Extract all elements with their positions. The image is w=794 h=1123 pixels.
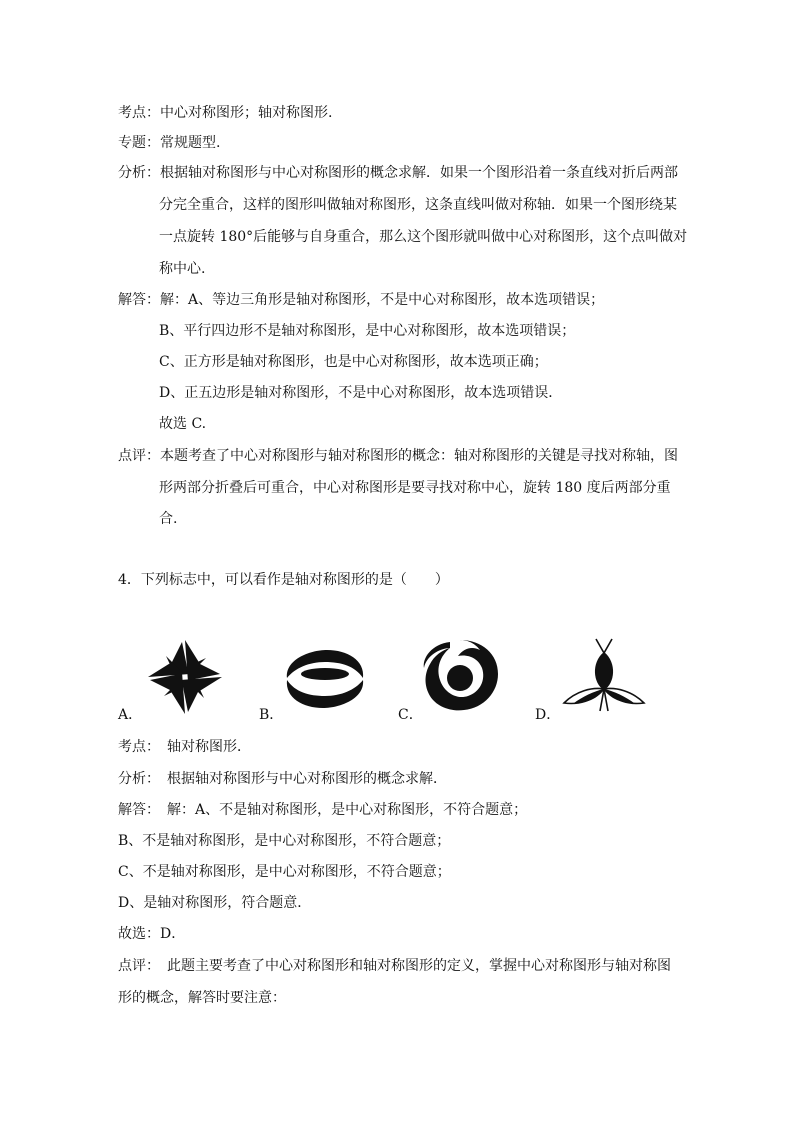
prev-fenxi-line-3: 一点旋转 180°后能够与自身重合，那么这个图形就叫做中心对称图形，这个点叫做对	[159, 229, 688, 245]
option-c-label: C．	[398, 707, 423, 723]
prev-kaodian: 考点：中心对称图形；轴对称图形.	[118, 105, 333, 121]
q4-dianping-line-1: 点评： 此题主要考查了中心对称图形和轴对称图形的定义，掌握中心对称图形与轴对称图	[118, 958, 671, 974]
prev-jieda-line-2: B、平行四边形不是轴对称图形，是中心对称图形，故本选项错误；	[159, 323, 576, 339]
q4-jieda-line-3: C、不是轴对称图形，是中心对称图形，不符合题意；	[118, 864, 451, 880]
logo-c-swirl-icon	[420, 638, 500, 714]
option-d-label: D．	[535, 707, 561, 723]
logo-d-trefoil-icon	[558, 633, 650, 717]
prev-jieda-line-1: 解答：解：A、等边三角形是轴对称图形，不是中心对称图形，故本选项错误；	[118, 292, 605, 308]
q4-jieda-line-1: 解答： 解：A、不是轴对称图形，是中心对称图形，不符合题意；	[118, 802, 528, 818]
prev-fenxi-line-1: 分析：根据轴对称图形与中心对称图形的概念求解．如果一个图形沿着一条直线对折后两部	[118, 165, 678, 181]
q4-jieda-line-4: D、是轴对称图形，符合题意．	[118, 895, 312, 911]
prev-fenxi-line-2: 分完全重合，这样的图形叫做轴对称图形，这条直线叫做对称轴．如果一个图形绕某	[159, 197, 677, 213]
prev-jieda-line-4: D、正五边形是轴对称图形，不是中心对称图形，故本选项错误．	[159, 385, 563, 401]
q4-jieda-line-2: B、不是轴对称图形，是中心对称图形，不符合题意；	[118, 833, 451, 849]
q4-dianping-line-2: 形的概念，解答时要注意：	[118, 990, 286, 1006]
q4-fenxi: 分析： 根据轴对称图形与中心对称图形的概念求解．	[118, 771, 447, 787]
logo-b-arcs-icon	[283, 648, 367, 710]
prev-zhuanti: 专题：常规题型.	[118, 135, 221, 151]
prev-jieda-line-5: 故选 C.	[159, 416, 207, 432]
q4-kaodian: 考点： 轴对称图形．	[118, 739, 251, 755]
option-b-label: B．	[259, 707, 284, 723]
prev-jieda-line-3: C、正方形是轴对称图形，也是中心对称图形，故本选项正确；	[159, 354, 548, 370]
q4-jieda-answer: 故选：D．	[118, 926, 186, 942]
prev-dianping-line-3: 合.	[159, 511, 178, 527]
prev-dianping-line-1: 点评：本题考查了中心对称图形与轴对称图形的概念：轴对称图形的关键是寻找对称轴，图	[118, 448, 678, 464]
logo-a-star-pinwheel-icon	[142, 634, 228, 720]
prev-fenxi-line-4: 称中心.	[159, 261, 206, 277]
question-4-text: 4．下列标志中，可以看作是轴对称图形的是（ ）	[118, 572, 449, 588]
prev-dianping-line-2: 形两部分折叠后可重合，中心对称图形是要寻找对称中心，旋转 180 度后两部分重	[159, 480, 671, 496]
option-a-label: A．	[118, 707, 143, 723]
